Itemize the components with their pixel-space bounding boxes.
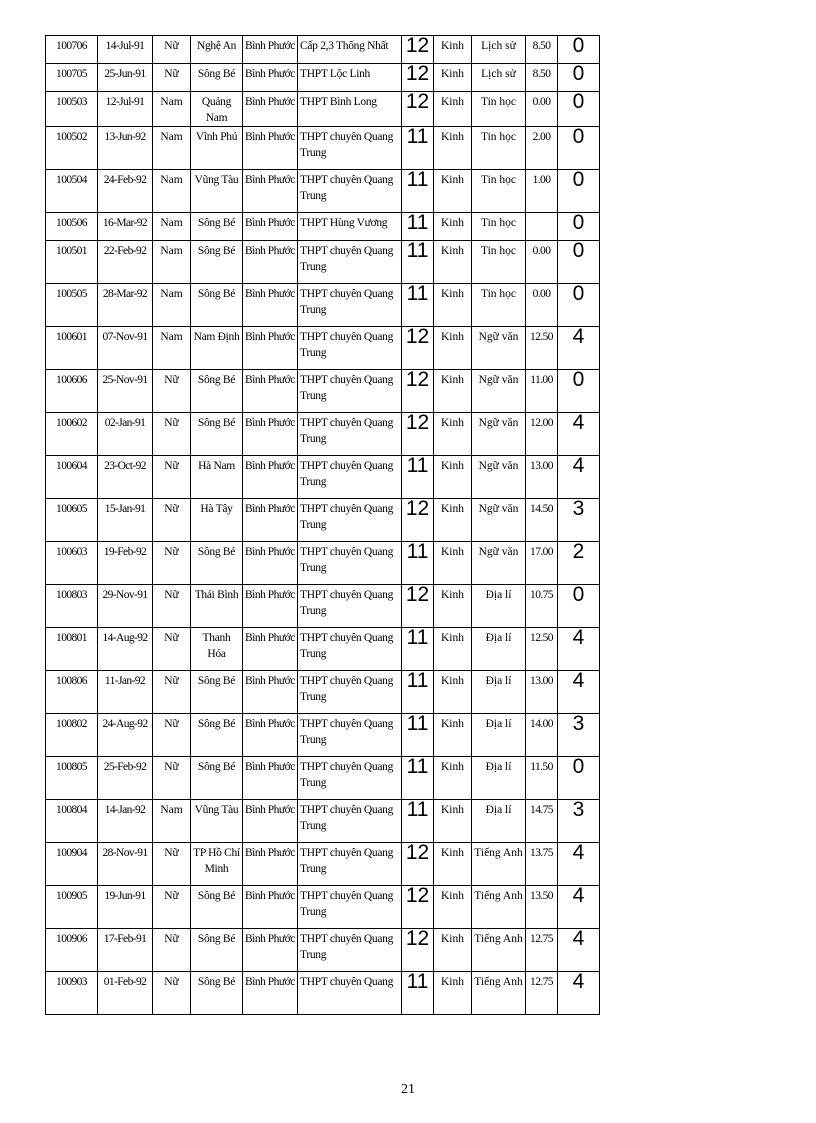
- school-cell: THPT chuyên Quang Trung: [298, 327, 402, 370]
- birthplace-cell: Vĩnh Phú: [191, 127, 243, 170]
- score-cell: 8.50: [526, 36, 558, 64]
- score-cell: 12.50: [526, 628, 558, 671]
- birthplace-cell: Sông Bé: [191, 213, 243, 241]
- province-cell: Bình Phước: [243, 170, 298, 213]
- grade-cell: 11: [402, 800, 434, 843]
- date-of-birth-cell: 22-Feb-92: [98, 241, 153, 284]
- ethnicity-cell: Kinh: [434, 929, 472, 972]
- grade-cell: 12: [402, 36, 434, 64]
- score-cell: 11.50: [526, 757, 558, 800]
- student-id-cell: 100803: [46, 585, 98, 628]
- table-row: [46, 370, 600, 413]
- birthplace-cell: Vũng Tàu: [191, 170, 243, 213]
- student-id-cell: 100706: [46, 36, 98, 64]
- date-of-birth-cell: 14-Aug-92: [98, 628, 153, 671]
- birthplace-cell: Sông Bé: [191, 241, 243, 284]
- school-cell: THPT chuyên Quang Trung: [298, 284, 402, 327]
- subject-cell: Ngữ văn: [472, 327, 526, 370]
- birthplace-cell: Nghệ An: [191, 36, 243, 64]
- province-cell: Bình Phước: [243, 499, 298, 542]
- school-cell: THPT chuyên Quang Trung: [298, 800, 402, 843]
- province-cell: Bình Phước: [243, 241, 298, 284]
- date-of-birth-cell: 25-Nov-91: [98, 370, 153, 413]
- prize-cell: 0: [558, 241, 600, 284]
- date-of-birth-cell: 24-Feb-92: [98, 170, 153, 213]
- gender-cell: Nam: [153, 213, 191, 241]
- results-table-body: [46, 36, 600, 1015]
- score-cell: 2.00: [526, 127, 558, 170]
- prize-cell: 0: [558, 170, 600, 213]
- ethnicity-cell: Kinh: [434, 499, 472, 542]
- score-cell: 10.75: [526, 585, 558, 628]
- subject-cell: Ngữ văn: [472, 413, 526, 456]
- birthplace-cell: Sông Bé: [191, 972, 243, 1015]
- student-id-cell: 100604: [46, 456, 98, 499]
- subject-cell: Địa lí: [472, 800, 526, 843]
- birthplace-cell: Sông Bé: [191, 413, 243, 456]
- table-row: [46, 213, 600, 241]
- gender-cell: Nữ: [153, 542, 191, 585]
- birthplace-cell: Vũng Tàu: [191, 800, 243, 843]
- ethnicity-cell: Kinh: [434, 671, 472, 714]
- student-id-cell: 100805: [46, 757, 98, 800]
- prize-cell: 0: [558, 127, 600, 170]
- subject-cell: Ngữ văn: [472, 542, 526, 585]
- student-id-cell: 100903: [46, 972, 98, 1015]
- ethnicity-cell: Kinh: [434, 284, 472, 327]
- birthplace-cell: Sông Bé: [191, 714, 243, 757]
- gender-cell: Nữ: [153, 628, 191, 671]
- grade-cell: 11: [402, 127, 434, 170]
- subject-cell: Tin học: [472, 213, 526, 241]
- grade-cell: 11: [402, 628, 434, 671]
- prize-cell: 4: [558, 456, 600, 499]
- prize-cell: 3: [558, 714, 600, 757]
- prize-cell: 2: [558, 542, 600, 585]
- subject-cell: Địa lí: [472, 585, 526, 628]
- grade-cell: 12: [402, 499, 434, 542]
- ethnicity-cell: Kinh: [434, 36, 472, 64]
- subject-cell: Tin học: [472, 241, 526, 284]
- subject-cell: Tiếng Anh: [472, 843, 526, 886]
- date-of-birth-cell: 12-Jul-91: [98, 92, 153, 127]
- score-cell: 8.50: [526, 64, 558, 92]
- prize-cell: 0: [558, 92, 600, 127]
- student-id-cell: 100806: [46, 671, 98, 714]
- gender-cell: Nam: [153, 800, 191, 843]
- score-cell: 1.00: [526, 170, 558, 213]
- date-of-birth-cell: 02-Jan-91: [98, 413, 153, 456]
- date-of-birth-cell: 29-Nov-91: [98, 585, 153, 628]
- prize-cell: 0: [558, 213, 600, 241]
- grade-cell: 12: [402, 92, 434, 127]
- score-cell: 12.00: [526, 413, 558, 456]
- score-cell: 13.00: [526, 456, 558, 499]
- grade-cell: 11: [402, 170, 434, 213]
- school-cell: THPT chuyên Quang Trung: [298, 542, 402, 585]
- grade-cell: 11: [402, 284, 434, 327]
- province-cell: Bình Phước: [243, 886, 298, 929]
- prize-cell: 4: [558, 628, 600, 671]
- student-id-cell: 100502: [46, 127, 98, 170]
- school-cell: THPT chuyên Quang: [298, 972, 402, 1015]
- ethnicity-cell: Kinh: [434, 127, 472, 170]
- student-id-cell: 100905: [46, 886, 98, 929]
- province-cell: Bình Phước: [243, 972, 298, 1015]
- student-id-cell: 100606: [46, 370, 98, 413]
- date-of-birth-cell: 11-Jan-92: [98, 671, 153, 714]
- province-cell: Bình Phước: [243, 714, 298, 757]
- ethnicity-cell: Kinh: [434, 542, 472, 585]
- score-cell: 14.00: [526, 714, 558, 757]
- score-cell: 14.75: [526, 800, 558, 843]
- date-of-birth-cell: 28-Nov-91: [98, 843, 153, 886]
- grade-cell: 12: [402, 886, 434, 929]
- ethnicity-cell: Kinh: [434, 628, 472, 671]
- grade-cell: 11: [402, 972, 434, 1015]
- gender-cell: Nam: [153, 241, 191, 284]
- table-row: [46, 628, 600, 671]
- school-cell: THPT Lộc Linh: [298, 64, 402, 92]
- school-cell: Cấp 2,3 Thống Nhất: [298, 36, 402, 64]
- date-of-birth-cell: 24-Aug-92: [98, 714, 153, 757]
- school-cell: THPT chuyên Quang Trung: [298, 413, 402, 456]
- date-of-birth-cell: 14-Jul-91: [98, 36, 153, 64]
- birthplace-cell: Nam Định: [191, 327, 243, 370]
- school-cell: THPT chuyên Quang Trung: [298, 843, 402, 886]
- gender-cell: Nam: [153, 127, 191, 170]
- prize-cell: 0: [558, 757, 600, 800]
- ethnicity-cell: Kinh: [434, 413, 472, 456]
- ethnicity-cell: Kinh: [434, 843, 472, 886]
- school-cell: THPT chuyên Quang Trung: [298, 499, 402, 542]
- score-cell: 0.00: [526, 241, 558, 284]
- score-cell: 11.00: [526, 370, 558, 413]
- grade-cell: 12: [402, 413, 434, 456]
- subject-cell: Tin học: [472, 284, 526, 327]
- score-cell: 12.75: [526, 929, 558, 972]
- prize-cell: 0: [558, 64, 600, 92]
- student-id-cell: 100904: [46, 843, 98, 886]
- date-of-birth-cell: 16-Mar-92: [98, 213, 153, 241]
- grade-cell: 11: [402, 542, 434, 585]
- student-id-cell: 100602: [46, 413, 98, 456]
- gender-cell: Nữ: [153, 456, 191, 499]
- grade-cell: 12: [402, 929, 434, 972]
- birthplace-cell: Sông Bé: [191, 64, 243, 92]
- birthplace-cell: Hà Tây: [191, 499, 243, 542]
- school-cell: THPT chuyên Quang Trung: [298, 127, 402, 170]
- date-of-birth-cell: 01-Feb-92: [98, 972, 153, 1015]
- province-cell: Bình Phước: [243, 628, 298, 671]
- grade-cell: 12: [402, 64, 434, 92]
- prize-cell: 4: [558, 929, 600, 972]
- ethnicity-cell: Kinh: [434, 585, 472, 628]
- score-cell: 0.00: [526, 284, 558, 327]
- grade-cell: 11: [402, 714, 434, 757]
- score-cell: 17.00: [526, 542, 558, 585]
- ethnicity-cell: Kinh: [434, 972, 472, 1015]
- student-id-cell: 100506: [46, 213, 98, 241]
- date-of-birth-cell: 28-Mar-92: [98, 284, 153, 327]
- student-id-cell: 100804: [46, 800, 98, 843]
- province-cell: Bình Phước: [243, 284, 298, 327]
- table-row: [46, 327, 600, 370]
- table-row: [46, 972, 600, 1015]
- date-of-birth-cell: 13-Jun-92: [98, 127, 153, 170]
- grade-cell: 11: [402, 241, 434, 284]
- prize-cell: 0: [558, 36, 600, 64]
- student-id-cell: 100503: [46, 92, 98, 127]
- birthplace-cell: Sông Bé: [191, 929, 243, 972]
- grade-cell: 11: [402, 213, 434, 241]
- prize-cell: 3: [558, 499, 600, 542]
- gender-cell: Nữ: [153, 843, 191, 886]
- prize-cell: 3: [558, 800, 600, 843]
- subject-cell: Tin học: [472, 127, 526, 170]
- school-cell: THPT Hùng Vương: [298, 213, 402, 241]
- table-row: [46, 456, 600, 499]
- table-row: [46, 284, 600, 327]
- date-of-birth-cell: 14-Jan-92: [98, 800, 153, 843]
- date-of-birth-cell: 19-Jun-91: [98, 886, 153, 929]
- score-cell: 0.00: [526, 92, 558, 127]
- table-row: [46, 800, 600, 843]
- ethnicity-cell: Kinh: [434, 64, 472, 92]
- date-of-birth-cell: 19-Feb-92: [98, 542, 153, 585]
- school-cell: THPT chuyên Quang Trung: [298, 714, 402, 757]
- student-id-cell: 100906: [46, 929, 98, 972]
- gender-cell: Nữ: [153, 36, 191, 64]
- province-cell: Bình Phước: [243, 36, 298, 64]
- score-cell: 14.50: [526, 499, 558, 542]
- gender-cell: Nam: [153, 327, 191, 370]
- gender-cell: Nữ: [153, 64, 191, 92]
- date-of-birth-cell: 23-Oct-92: [98, 456, 153, 499]
- province-cell: Bình Phước: [243, 542, 298, 585]
- subject-cell: Địa lí: [472, 757, 526, 800]
- table-row: [46, 64, 600, 92]
- birthplace-cell: Sông Bé: [191, 542, 243, 585]
- results-table: [45, 35, 600, 1015]
- table-row: [46, 413, 600, 456]
- table-row: [46, 170, 600, 213]
- gender-cell: Nữ: [153, 671, 191, 714]
- date-of-birth-cell: 25-Feb-92: [98, 757, 153, 800]
- table-row: [46, 542, 600, 585]
- gender-cell: Nữ: [153, 886, 191, 929]
- school-cell: THPT chuyên Quang Trung: [298, 585, 402, 628]
- gender-cell: Nữ: [153, 972, 191, 1015]
- province-cell: Bình Phước: [243, 370, 298, 413]
- province-cell: Bình Phước: [243, 64, 298, 92]
- gender-cell: Nữ: [153, 714, 191, 757]
- subject-cell: Tiếng Anh: [472, 886, 526, 929]
- school-cell: THPT chuyên Quang Trung: [298, 456, 402, 499]
- date-of-birth-cell: 25-Jun-91: [98, 64, 153, 92]
- table-row: [46, 886, 600, 929]
- province-cell: Bình Phước: [243, 585, 298, 628]
- ethnicity-cell: Kinh: [434, 92, 472, 127]
- province-cell: Bình Phước: [243, 327, 298, 370]
- ethnicity-cell: Kinh: [434, 327, 472, 370]
- school-cell: THPT chuyên Quang Trung: [298, 170, 402, 213]
- gender-cell: Nữ: [153, 757, 191, 800]
- subject-cell: Tiếng Anh: [472, 972, 526, 1015]
- prize-cell: 0: [558, 284, 600, 327]
- prize-cell: 4: [558, 972, 600, 1015]
- prize-cell: 4: [558, 413, 600, 456]
- birthplace-cell: Sông Bé: [191, 370, 243, 413]
- table-row: [46, 714, 600, 757]
- ethnicity-cell: Kinh: [434, 714, 472, 757]
- school-cell: THPT chuyên Quang Trung: [298, 886, 402, 929]
- subject-cell: Địa lí: [472, 714, 526, 757]
- birthplace-cell: TP Hồ Chí Minh: [191, 843, 243, 886]
- province-cell: Bình Phước: [243, 127, 298, 170]
- student-id-cell: 100501: [46, 241, 98, 284]
- subject-cell: Địa lí: [472, 671, 526, 714]
- grade-cell: 12: [402, 327, 434, 370]
- table-row: [46, 671, 600, 714]
- province-cell: Bình Phước: [243, 92, 298, 127]
- date-of-birth-cell: 17-Feb-91: [98, 929, 153, 972]
- student-id-cell: 100802: [46, 714, 98, 757]
- student-id-cell: 100801: [46, 628, 98, 671]
- province-cell: Bình Phước: [243, 843, 298, 886]
- score-cell: 12.75: [526, 972, 558, 1015]
- grade-cell: 11: [402, 456, 434, 499]
- province-cell: Bình Phước: [243, 929, 298, 972]
- score-cell: 13.75: [526, 843, 558, 886]
- birthplace-cell: Sông Bé: [191, 671, 243, 714]
- subject-cell: Lịch sử: [472, 64, 526, 92]
- prize-cell: 4: [558, 886, 600, 929]
- subject-cell: Tin học: [472, 92, 526, 127]
- gender-cell: Nữ: [153, 929, 191, 972]
- birthplace-cell: Sông Bé: [191, 886, 243, 929]
- subject-cell: Ngữ văn: [472, 499, 526, 542]
- ethnicity-cell: Kinh: [434, 456, 472, 499]
- table-row: [46, 92, 600, 127]
- subject-cell: Lịch sử: [472, 36, 526, 64]
- prize-cell: 4: [558, 327, 600, 370]
- subject-cell: Tiếng Anh: [472, 929, 526, 972]
- province-cell: Bình Phước: [243, 413, 298, 456]
- birthplace-cell: Sông Bé: [191, 757, 243, 800]
- ethnicity-cell: Kinh: [434, 213, 472, 241]
- birthplace-cell: Hà Nam: [191, 456, 243, 499]
- table-row: [46, 499, 600, 542]
- student-id-cell: 100505: [46, 284, 98, 327]
- date-of-birth-cell: 07-Nov-91: [98, 327, 153, 370]
- page-number: 21: [401, 1082, 415, 1097]
- table-row: [46, 585, 600, 628]
- school-cell: THPT chuyên Quang Trung: [298, 241, 402, 284]
- grade-cell: 11: [402, 671, 434, 714]
- subject-cell: Địa lí: [472, 628, 526, 671]
- student-id-cell: 100504: [46, 170, 98, 213]
- subject-cell: Ngữ văn: [472, 456, 526, 499]
- student-id-cell: 100705: [46, 64, 98, 92]
- ethnicity-cell: Kinh: [434, 886, 472, 929]
- gender-cell: Nam: [153, 170, 191, 213]
- prize-cell: 4: [558, 671, 600, 714]
- ethnicity-cell: Kinh: [434, 241, 472, 284]
- table-row: [46, 843, 600, 886]
- school-cell: THPT chuyên Quang Trung: [298, 671, 402, 714]
- grade-cell: 12: [402, 843, 434, 886]
- birthplace-cell: Quảng Nam: [191, 92, 243, 127]
- gender-cell: Nữ: [153, 499, 191, 542]
- province-cell: Bình Phước: [243, 671, 298, 714]
- province-cell: Bình Phước: [243, 800, 298, 843]
- province-cell: Bình Phước: [243, 757, 298, 800]
- grade-cell: 11: [402, 757, 434, 800]
- table-row: [46, 36, 600, 64]
- school-cell: THPT chuyên Quang Trung: [298, 628, 402, 671]
- student-id-cell: 100605: [46, 499, 98, 542]
- gender-cell: Nam: [153, 92, 191, 127]
- prize-cell: 0: [558, 585, 600, 628]
- student-id-cell: 100603: [46, 542, 98, 585]
- gender-cell: Nữ: [153, 585, 191, 628]
- gender-cell: Nữ: [153, 370, 191, 413]
- gender-cell: Nữ: [153, 413, 191, 456]
- subject-cell: Tin học: [472, 170, 526, 213]
- birthplace-cell: Thanh Hóa: [191, 628, 243, 671]
- birthplace-cell: Sông Bé: [191, 284, 243, 327]
- province-cell: Bình Phước: [243, 456, 298, 499]
- subject-cell: Ngữ văn: [472, 370, 526, 413]
- school-cell: THPT chuyên Quang Trung: [298, 370, 402, 413]
- table-row: [46, 929, 600, 972]
- ethnicity-cell: Kinh: [434, 800, 472, 843]
- grade-cell: 12: [402, 585, 434, 628]
- prize-cell: 0: [558, 370, 600, 413]
- score-cell: 13.50: [526, 886, 558, 929]
- table-row: [46, 127, 600, 170]
- score-cell: 12.50: [526, 327, 558, 370]
- ethnicity-cell: Kinh: [434, 170, 472, 213]
- grade-cell: 12: [402, 370, 434, 413]
- student-id-cell: 100601: [46, 327, 98, 370]
- school-cell: THPT Bình Long: [298, 92, 402, 127]
- school-cell: THPT chuyên Quang Trung: [298, 929, 402, 972]
- score-cell: [526, 213, 558, 241]
- table-row: [46, 757, 600, 800]
- school-cell: THPT chuyên Quang Trung: [298, 757, 402, 800]
- gender-cell: Nam: [153, 284, 191, 327]
- prize-cell: 4: [558, 843, 600, 886]
- birthplace-cell: Thái Bình: [191, 585, 243, 628]
- score-cell: 13.00: [526, 671, 558, 714]
- table-row: [46, 241, 600, 284]
- date-of-birth-cell: 15-Jan-91: [98, 499, 153, 542]
- province-cell: Bình Phước: [243, 213, 298, 241]
- ethnicity-cell: Kinh: [434, 370, 472, 413]
- ethnicity-cell: Kinh: [434, 757, 472, 800]
